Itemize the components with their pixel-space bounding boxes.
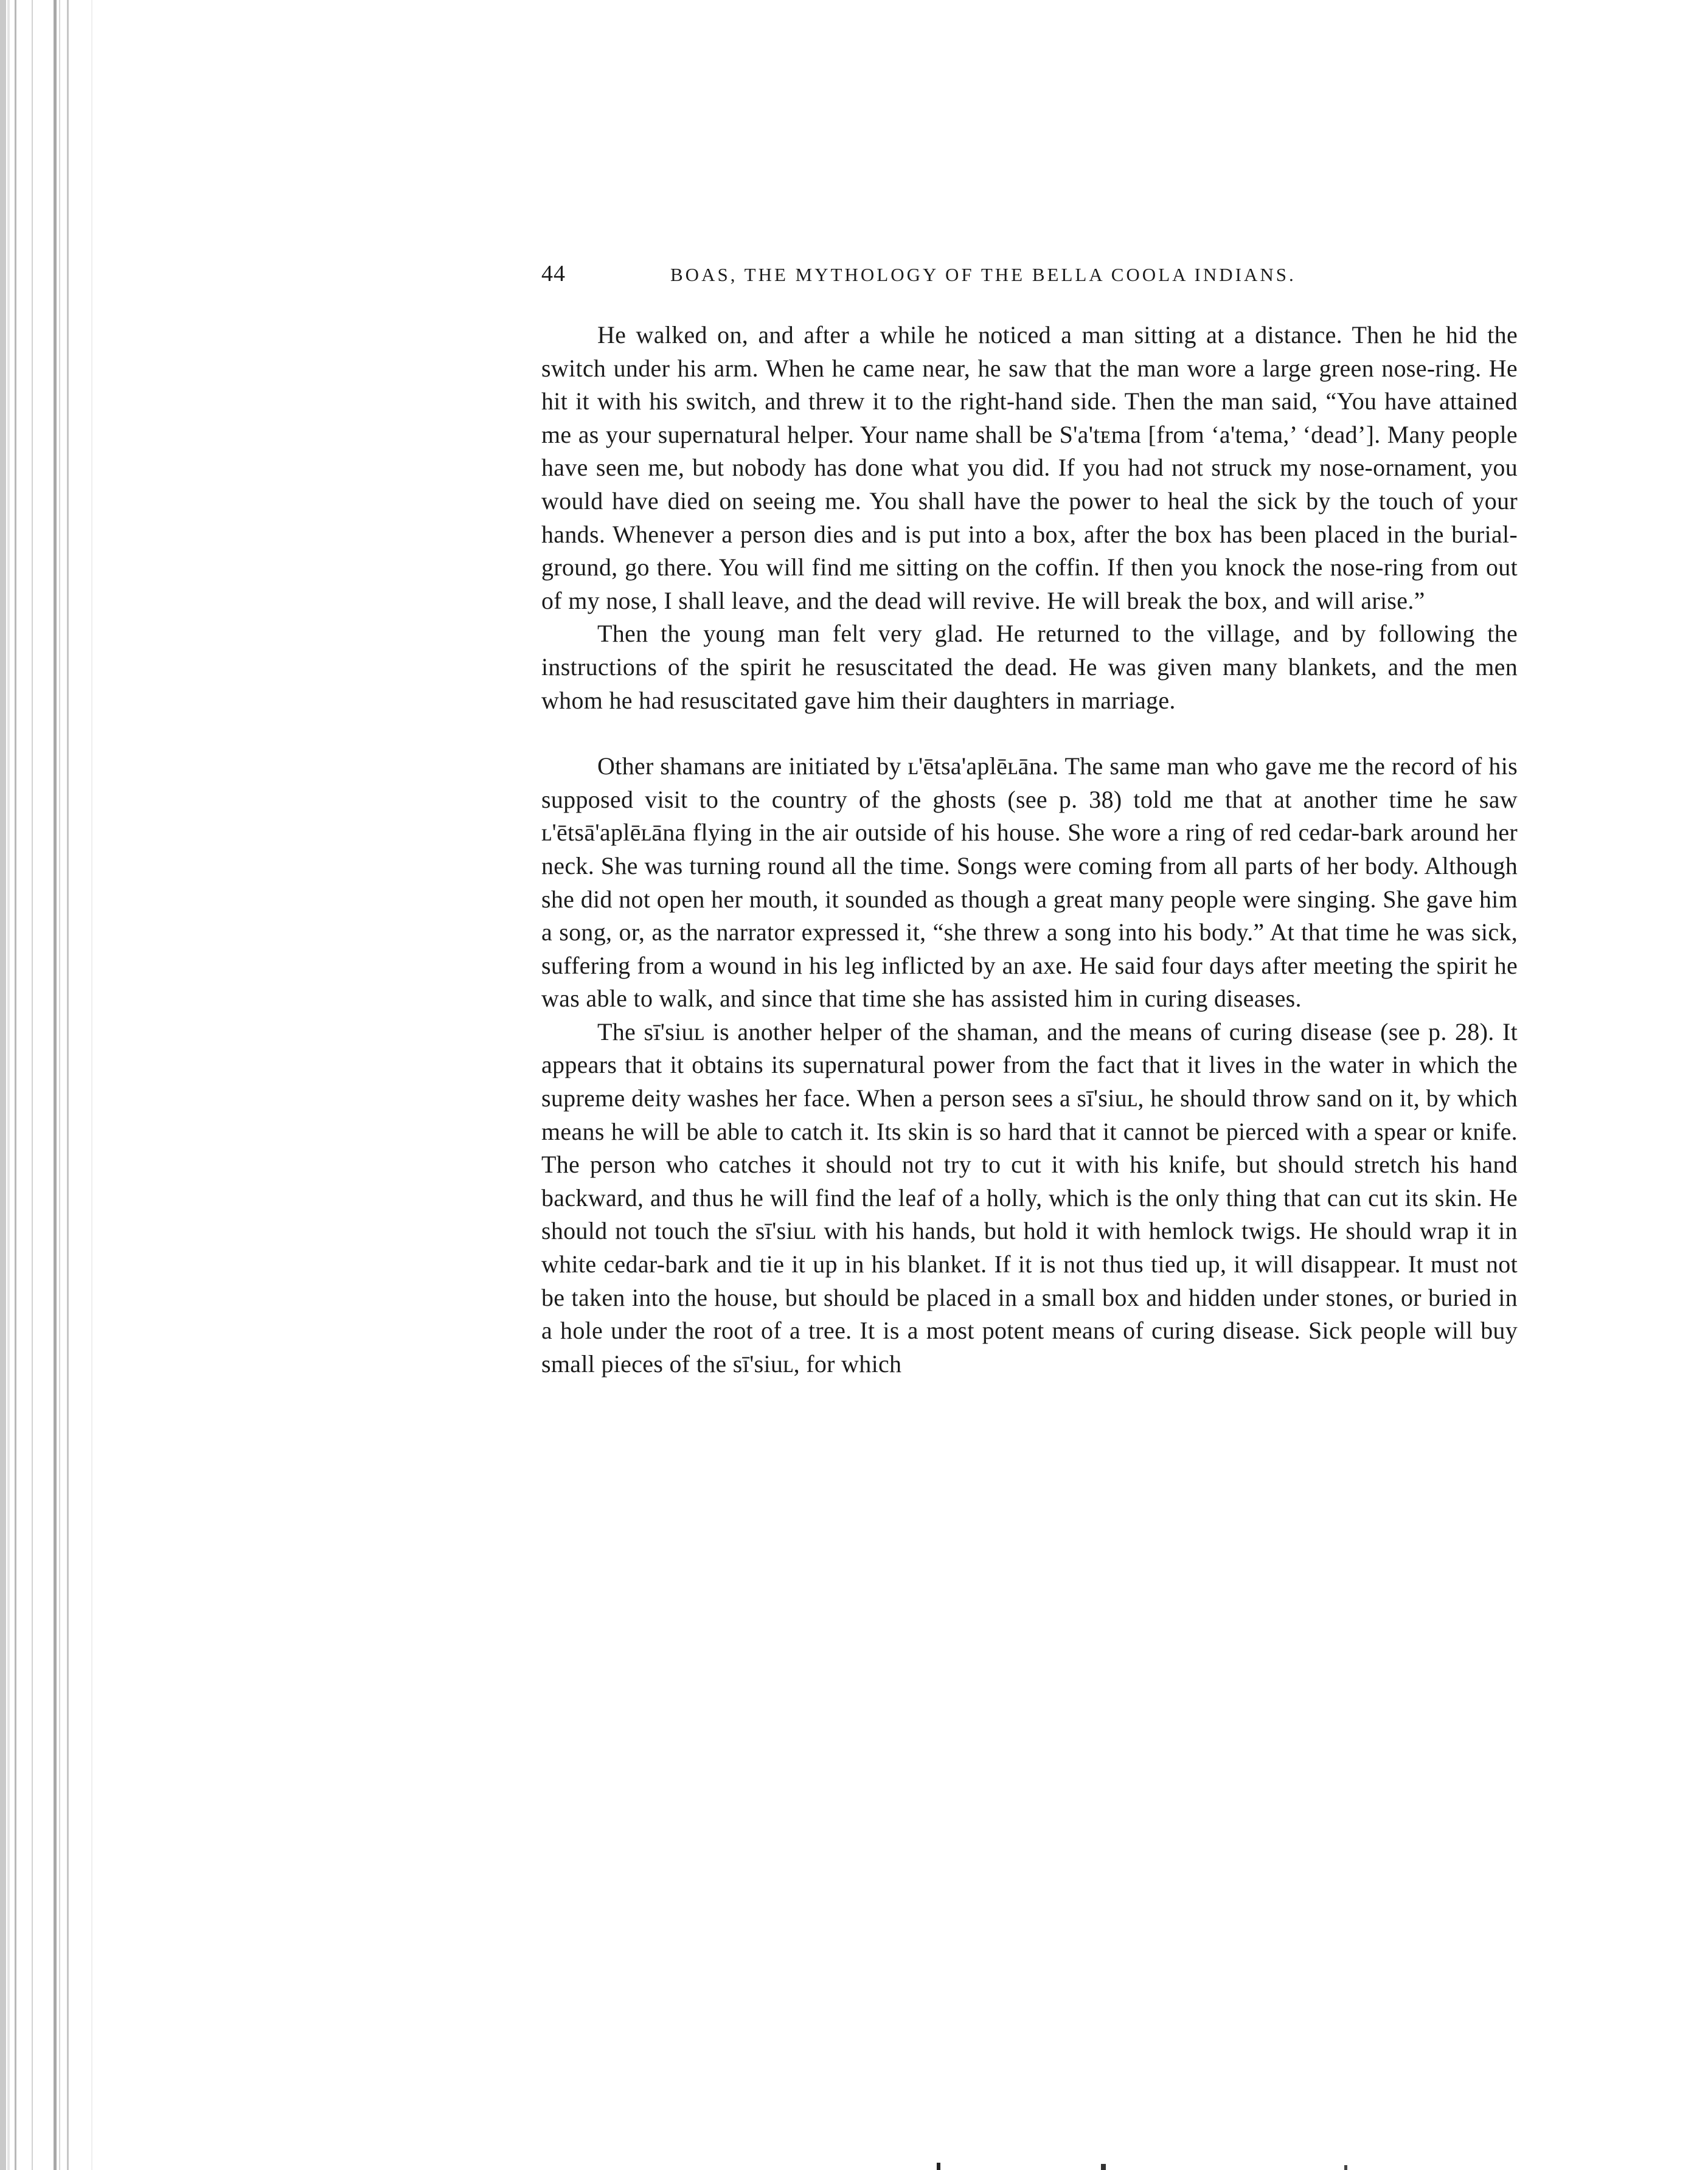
scan-margin — [0, 0, 109, 2170]
page-number: 44 — [541, 261, 566, 286]
body-paragraph: Other shamans are initiated by ʟ'ētsa'aplēʟāna. The same man who gave me the record of his supposed visit to the country of the ghosts (see p. 38) told me that at another time he saw ʟ'ētsā'aplēʟāna flying in the air outside of his house. She wore a ring of red cedar-bark around her neck. She was turning round all the time. Songs were coming from all parts of her body. Although she did not open her mouth, it sounded as though a great many people were singing. She gave him a song, or, as the narrator expressed it, “she threw a song into his body.” At that time he was sick, suffering from a wound in his leg inflicted by an axe. He said four days after meeting the spirit he was able to walk, and since that time she has assisted him in curing diseases. — [541, 752, 1518, 1013]
scan-mark — [937, 2163, 940, 2170]
body-paragraph: The sī'siuʟ is another helper of the shaman, and the means of curing disease (see p. 28). It appears that it obtains its supernatural power from the fact that it lives in the water in which the supreme deity washes her face. When a person sees a sī'siuʟ, he should throw sand on it, by which means he will be able to catch it. Its skin is so hard that it cannot be pierced with a spear or knife. The person who catches it should not try to cut it with his knife, but should stretch his hand backward, and thus he will find the leaf of a holly, which is the only thing that can cut its skin. He should not touch the sī'siuʟ with his hands, but hold it with hemlock twigs. He should wrap it in white cedar-bark and tie it up in his blanket. If it is not thus tied up, it will disappear. It must not be taken into the house, but should be placed in a small box and hidden under stones, or buried in a hole under the root of a tree. It is a most potent means of curing disease. Sick people will buy small pieces of the sī'siuʟ, for which — [541, 1017, 1518, 1378]
scan-mark — [1344, 2165, 1347, 2170]
scan-edge-line — [32, 0, 33, 2170]
scan-edge-line — [0, 0, 6, 2170]
scan-edge-line — [91, 0, 92, 2170]
scan-edge-line — [67, 0, 69, 2170]
body-paragraph: He walked on, and after a while he noticed a man sitting at a distance. Then he hid the switch under his arm. When he came near, he saw that the man wore a large green nose-ring. He hit it with his switch, and threw it to the right-hand side. Then the man said, “You have attained me as your supernatural helper. Your name shall be S'a'tᴇma [from ‘a'tema,’ ‘dead’]. Many people have seen me, but nobody has done what you did. If you had not struck my nose-ornament, you would have died on seeing me. You shall have the power to heal the sick by the touch of your hands. Whenever a person dies and is put into a box, after the box has been placed in the burial-ground, go there. You will find me sitting on the coffin. If then you knock the nose-ring from out of my nose, I shall leave, and the dead will revive. He will break the box, and will arise.” — [541, 321, 1518, 614]
book-page — [541, 255, 1518, 1381]
scan-bottom-marks — [0, 2157, 1708, 2170]
scan-edge-line — [7, 0, 10, 2170]
scan-edge-line — [15, 0, 16, 2170]
running-head — [541, 255, 1518, 292]
scan-mark — [1101, 2164, 1106, 2170]
scan-edge-line — [59, 0, 60, 2170]
scan-edge-line — [54, 0, 57, 2170]
body-paragraph: Then the young man felt very glad. He returned to the village, and by following the instructions of the spirit he resuscitated the dead. He was given many blankets, and the men whom he had resuscitated gave him their daughters in marriage. — [541, 620, 1518, 714]
running-head-title: BOAS, THE MYTHOLOGY OF THE BELLA COOLA INDIANS. — [670, 264, 1296, 285]
